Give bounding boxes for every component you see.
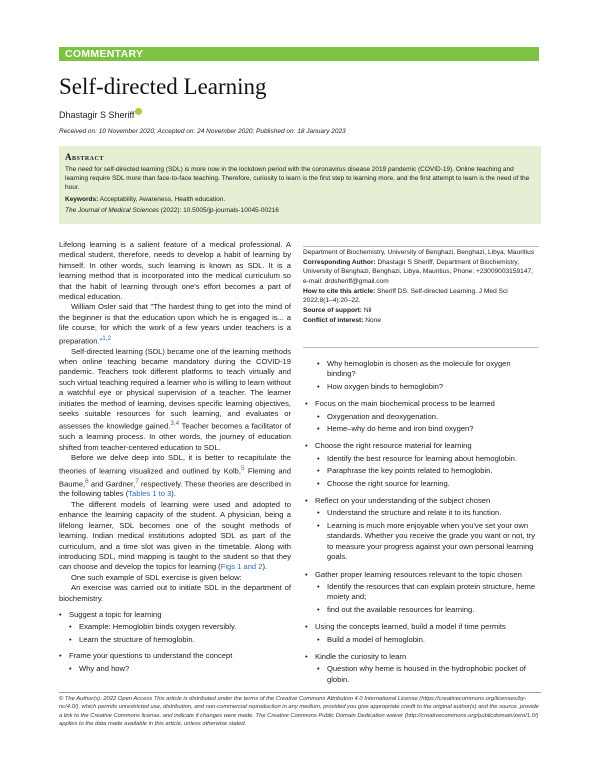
corresponding-label: Corresponding Author: (303, 259, 376, 267)
keywords-line (65, 195, 535, 204)
article-dates: Received on: 10 November 2020; Accepted on: 24 November 2020; Published on: 18 January 2023 (59, 128, 346, 135)
affiliation-top-rule (303, 246, 539, 247)
figs-link[interactable]: Figs 1 and 2 (220, 562, 263, 572)
article-title: Self-directed Learning (59, 74, 267, 99)
ref-3-4[interactable]: 3,4 (170, 420, 180, 428)
license-footer: © The Author(s). 2022 Open Access This article is distributed under the terms of the Creative Commons Attribution 4.0 International License (https://creativecommons.org/licenses/by-nc/4.0/), which permits unrestricted use, distribution, and non-commercial reproduction in any medium, provided you give appropriate credit to the original author(s) and the source, provide a link to the Creative Commons license, and indicate if changes were made. The Creative Commons Public Domain Dedication waiver (http://creativecommons.org/publicdomain/zero/1.0/) applies to the data made available in this article, unless otherwise stated. (59, 696, 539, 728)
right-column (303, 359, 539, 685)
list-item: • Reflect on your understanding of the subject chosen (303, 496, 539, 506)
support-label: Source of support: (303, 307, 362, 315)
right-list (303, 359, 539, 685)
list-subitem: • Learn the structure of hemoglobin. (59, 635, 291, 645)
list-item: • Suggest a topic for learning (59, 610, 291, 620)
paragraph-4-text-d: respectively. These theories are described in the following tables ( (59, 479, 292, 499)
tables-link[interactable]: Tables 1 to 3 (128, 489, 172, 499)
affiliation-bottom-rule (303, 347, 539, 348)
paragraph-5-text: The different models of learning were used and adopted to enhance the learning capacity of the student. A physician, being a lifelong learner, SDL becomes one of the sought methods of learning. Indian medical institutions adopted SDL as part of the curriculum, and a time slot was given in the timetable. Along with introducing SDL, mind mapping is taught to the student so that they can choose and develop the topics for learning ( (59, 499, 291, 572)
conflict-of-interest (303, 316, 539, 325)
keywords-label: Keywords: (65, 196, 99, 203)
footer-rule (59, 692, 541, 693)
list-item: • Gather proper learning resources relevant to the topic chosen (303, 570, 539, 580)
ref-7[interactable]: 7 (135, 477, 139, 485)
paragraph-3 (59, 347, 291, 454)
paragraph-4-text-b: Fleming and Baume, (59, 466, 291, 489)
list-subitem: • Heme–why do heme and iron bind oxygen? (303, 424, 539, 434)
left-list (59, 610, 291, 674)
abstract-box (59, 146, 541, 224)
ref-6[interactable]: 6 (85, 477, 89, 485)
list-item: • Focus on the main biochemical process to be learned (303, 399, 539, 409)
journal-name: The Journal of Medical Sciences (65, 207, 159, 214)
list-subitem: • Choose the right source for learning. (303, 479, 539, 489)
paragraph-4-text-e: ). (171, 489, 176, 499)
ref-5[interactable]: 5 (241, 464, 245, 472)
department: Department of Biochemistry, University of Benghazi, Benghazi, Libya, Mauritius (303, 249, 535, 256)
list-item: • Frame your questions to understand the concept (59, 651, 291, 661)
source-of-support (303, 306, 539, 315)
cite-text: Sheriff DS. Self-directed Learning. J Med Sci 2022;8(1–4):20–22. (303, 287, 508, 305)
paragraph-4-text-c: and Gardner, (88, 479, 136, 489)
list-subitem: • Oxygenation and deoxygenation. (303, 412, 539, 422)
journal-citation (65, 206, 535, 215)
list-subitem: • Why hemoglobin is chosen as the molecule for oxygen binding? (303, 359, 539, 380)
paragraph-5 (59, 500, 291, 573)
corresponding-text: Dhastagir S Sheriff, Department of Biochemistry, University of Benghazi, Benghazi, Libya, Mauritius, Phone: +23009003159147, e-mail: drdsheriff@gmail.com (303, 259, 534, 285)
list-subitem: • Build a model of hemoglobin. (303, 635, 539, 645)
paragraph-2-text: William Osler said that "The hardest thing to get into the mind of the beginner is that the education upon which he is engaged is... a life course, for which the work of a few years under teachers is a preparation." (59, 302, 291, 346)
abstract-heading: Abstract (65, 152, 104, 162)
corresponding-author (303, 258, 539, 286)
list-subitem: • How oxygen binds to hemoglobin? (303, 382, 539, 392)
support-text: Nil (361, 307, 372, 315)
paragraph-4-text-a: Before we delve deep into SDL, it is better to recapitulate the theories of learning visualized and outlined by Kolb, (59, 453, 291, 476)
paragraph-6: One such example of SDL exercise is given below: (71, 572, 242, 582)
abstract-text: The need for self-directed learning (SDL) is more now in the lockdown period with the coronavirus disease 2019 pandemic (COVID-19). Online teaching and learning require SDL more than face-to-face teaching. Therefore, curiosity to learn is the first step to learning more, and the first attempt to learn is the need of the hour. (65, 166, 530, 191)
affiliation-box (303, 248, 539, 327)
list-subitem: • Why and how? (59, 664, 291, 674)
paragraph-2 (59, 302, 291, 346)
keywords-text: Acceptability, Awareness, Health education. (98, 196, 226, 203)
list-subitem: • Identify the resources that can explain protein structure, heme moiety and; (303, 582, 539, 603)
author-line (59, 108, 142, 120)
list-subitem: • Identify the best resource for learning about hemoglobin. (303, 454, 539, 464)
paragraph-7: An exercise was carried out to initiate SDL in the department of biochemistry. (59, 583, 291, 603)
list-subitem: • Example: Hemoglobin binds oxygen reversibly. (59, 622, 291, 632)
conflict-text: None (363, 317, 382, 325)
section-banner: COMMENTARY (59, 47, 539, 61)
list-subitem: • Understand the structure and relate it to its function. (303, 508, 539, 518)
cite-label: How to cite this article: (303, 287, 376, 295)
conflict-label: Conflict of interest: (303, 317, 364, 325)
journal-doi: (2022): 10.5005/jp-journals-10045-00216 (158, 207, 279, 214)
paragraph-1: Lifelong learning is a salient feature of a medical professional. A medical student, therefore, needs to develop a habit of learning by himself. In other words, such learning is known as SDL. It is a learning method that is incorporated into the medical curriculum so that the habit of learning through one's effort becomes a part of medical education. (59, 240, 291, 302)
list-subitem: • Learning is much more enjoyable when you've set your own standards. Whether you receive the grade you want or not, try to measure your progress against your own personal learning goals. (303, 521, 539, 563)
list-subitem: • Question why heme is housed in the hydrophobic pocket of globin. (303, 664, 539, 685)
paragraph-4 (59, 453, 291, 500)
paragraph-3-text: Self-directed learning (SDL) became one of the learning methods when online teaching became mandatory during the COVID-19 pandemic. Teachers took different platforms to teach virtually and such virtual teaching required a learner who is willing to learn without a watchful eye or physical supervision of a teacher. The learner initiates the method of learning, devises specific learning objectives, seeks suitable resources for such learning, and evaluates or assesses the knowledge gained. (59, 346, 291, 431)
list-subitem: • Paraphrase the key points related to hemoglobin. (303, 466, 539, 476)
how-to-cite (303, 287, 539, 305)
ref-1-2[interactable]: 1,2 (102, 334, 112, 342)
author-name: Dhastagir S Sheriff (59, 110, 135, 120)
orcid-icon[interactable] (135, 108, 142, 115)
list-item: • Using the concepts learned, build a model if time permits (303, 622, 539, 632)
left-column (59, 240, 291, 674)
list-item: • Kindle the curiosity to learn (303, 652, 539, 662)
paragraph-5-cont: ). (262, 562, 268, 572)
paragraph-3-cont: Teacher becomes a facilitator of such a learning process. In other words, the journey of education shifted from teacher-centered education to SDL. (59, 421, 291, 452)
list-item: • Choose the right resource material for learning (303, 441, 539, 451)
list-subitem: • find out the available resources for learning. (303, 605, 539, 615)
